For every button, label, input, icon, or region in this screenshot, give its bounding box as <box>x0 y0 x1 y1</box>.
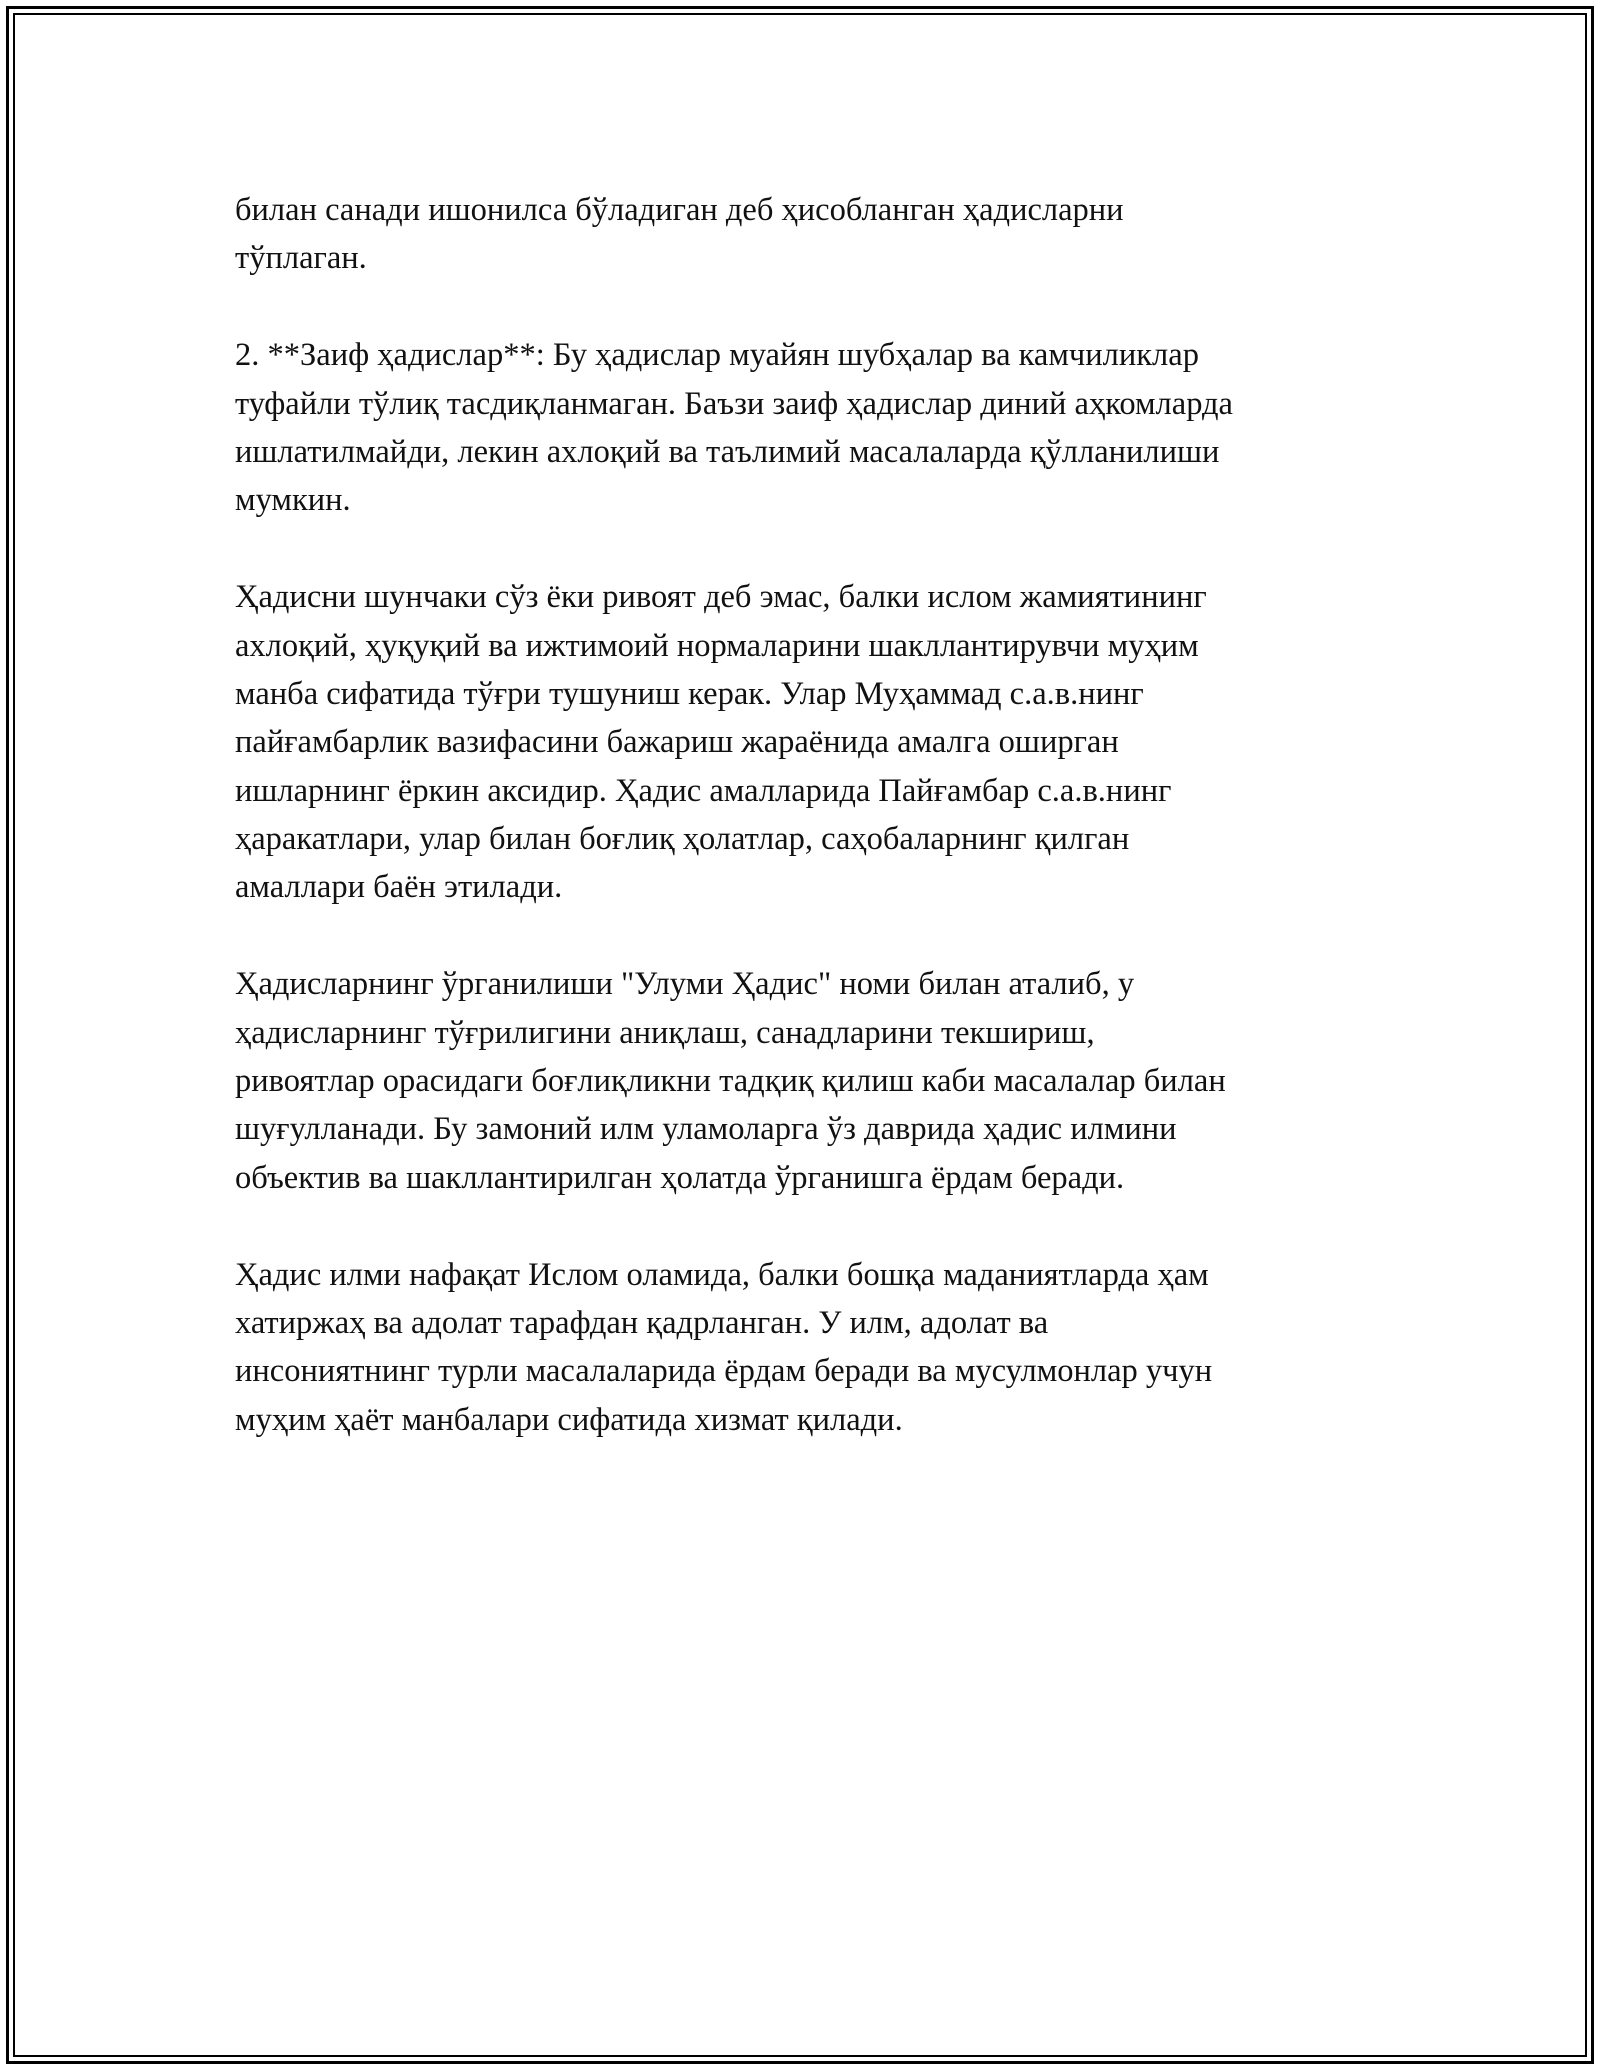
text-line: билан санади ишонилса бўладиган деб ҳисобланган ҳадисларни <box>235 192 1124 228</box>
text-line: муҳим ҳаёт манбалари сифатида хизмат қилади. <box>235 1401 903 1438</box>
paragraph-gap <box>235 283 1385 331</box>
text-line: туфайли тўлиқ тасдиқланмаган. Баъзи заиф ҳадислар диний аҳкомларда <box>235 385 1233 422</box>
text-line: ишлатилмайди, лекин ахлоқий ва таълимий масалаларда қўлланилиши <box>235 433 1220 470</box>
text-line: Ҳадисни шунчаки сўз ёки ривоят деб эмас, балки ислом жамиятининг <box>235 579 1207 616</box>
paragraph <box>235 186 1385 283</box>
text-line: 2. **Заиф ҳадислар**: Бу ҳадислар муайян шубҳалар ва камчиликлар <box>235 337 1199 374</box>
text-line: ҳаракатлари, улар билан боғлиқ ҳолатлар, саҳобаларнинг қилган <box>235 821 1130 858</box>
text-line: ҳадисларнинг тўғрилигини аниқлаш, санадларини текшириш, <box>235 1014 1095 1051</box>
text-line: амаллари баён этилади. <box>235 869 563 906</box>
text-line: хатиржаҳ ва адолат тарафдан қадрланган. У илм, адолат ва <box>235 1304 1049 1341</box>
paragraph <box>235 573 1385 912</box>
paragraph <box>235 1251 1385 1445</box>
paragraph <box>235 960 1385 1202</box>
paragraph <box>235 331 1385 525</box>
paragraph-gap <box>235 525 1385 573</box>
paragraph-gap <box>235 912 1385 960</box>
document-body <box>235 186 1385 1444</box>
text-line: объектив ва шакллантирилган ҳолатда ўрганишга ёрдам беради. <box>235 1159 1125 1196</box>
text-line: ахлоқий, ҳуқуқий ва ижтимоий нормаларини шакллантирувчи муҳим <box>235 627 1199 664</box>
text-line: Ҳадисларнинг ўрганилиши "Улуми Ҳадис" номи билан аталиб, у <box>235 966 1135 1003</box>
text-line: мумкин. <box>235 482 351 519</box>
text-line: пайғамбарлик вазифасини бажариш жараёнида амалга оширган <box>235 724 1119 761</box>
text-line: ривоятлар орасидаги боғлиқликни тадқиқ қилиш каби масалалар билан <box>235 1063 1226 1100</box>
text-line: Ҳадис илми нафақат Ислом оламида, балки бошқа маданиятларда ҳам <box>235 1256 1209 1293</box>
text-line: манба сифатида тўғри тушуниш керак. Улар Муҳаммад с.а.в.нинг <box>235 675 1144 712</box>
text-line: шуғулланади. Бу замоний илм уламоларга ўз даврида ҳадис илмини <box>235 1111 1177 1148</box>
text-line: инсониятнинг турли масалаларида ёрдам беради ва мусулмонлар учун <box>235 1353 1213 1390</box>
paragraph-gap <box>235 1202 1385 1250</box>
text-line: тўплаган. <box>235 240 367 277</box>
text-line: ишларнинг ёркин аксидир. Ҳадис амалларида Пайғамбар с.а.в.нинг <box>235 772 1172 809</box>
